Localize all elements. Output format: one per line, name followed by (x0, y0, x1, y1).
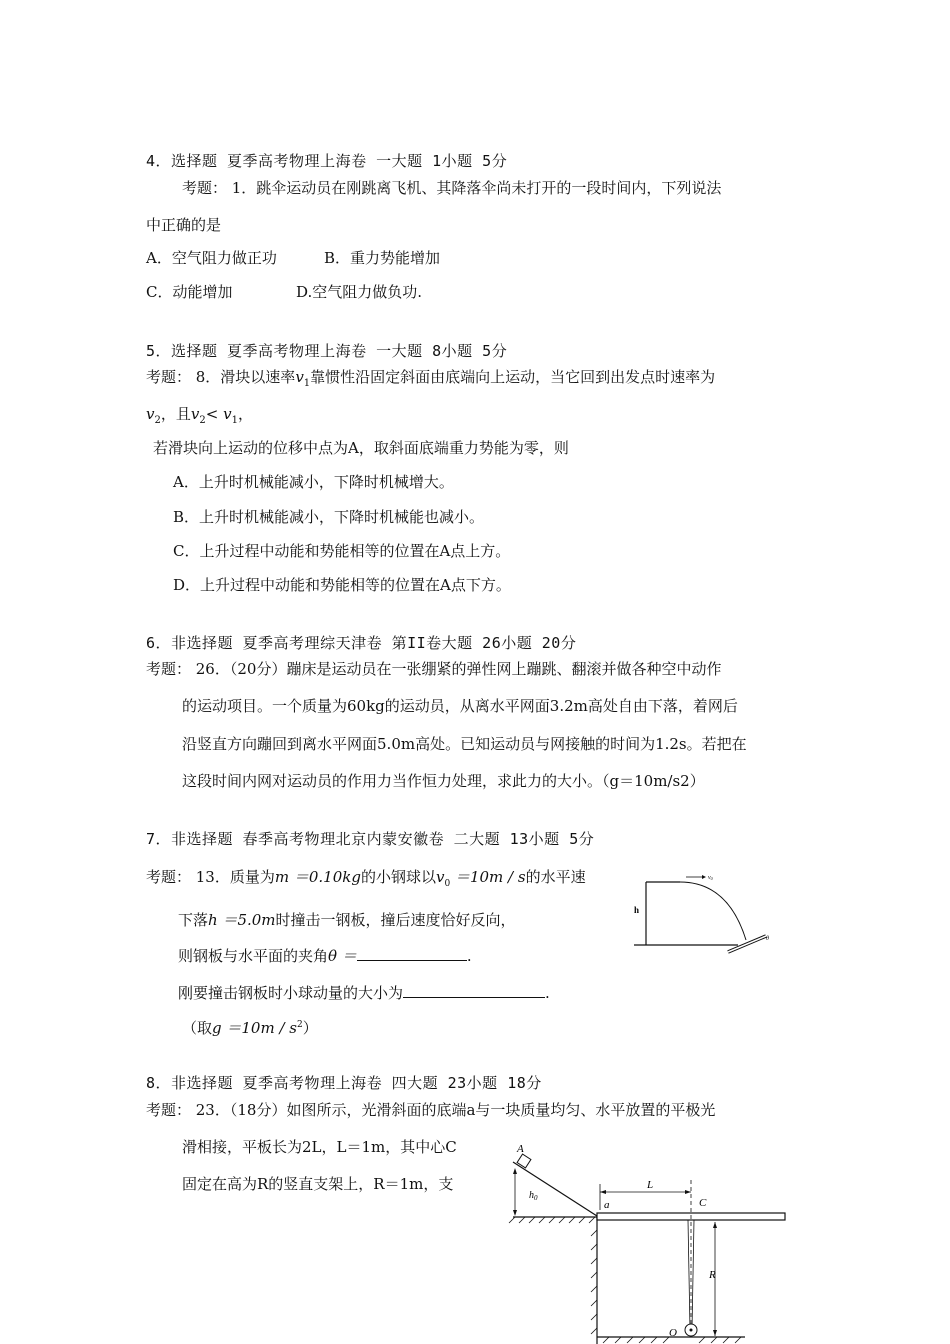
q6-header: 6．非选择题 夏季高考理综天津卷 第II卷大题 26小题 20分 (146, 634, 577, 652)
q8-fig-a-label: a (604, 1199, 610, 1211)
q7-v0-symbol: v (435, 868, 445, 886)
q7-line4 (178, 982, 550, 1003)
q7-line3-pre: 则钢板与水平面的夹角 (178, 947, 329, 965)
q8-fig-A-label: A (517, 1143, 524, 1155)
q8-line3: 固定在高为R的竖直支架上，R＝1m，支 (182, 1175, 454, 1193)
q7-line3-end: . (466, 947, 472, 965)
q7-g-superscript: 2 (296, 1020, 303, 1030)
q6-line1: 考题： 26．（20分）蹦床是运动员在一张绷紧的弹性网上蹦跳、翻滚并做各种空中动作 (146, 660, 722, 678)
q7-fig-theta-label: θ (766, 936, 769, 942)
q8-fig-h0-label: $h_0$ (529, 1190, 538, 1202)
q7-line5-post: ） (302, 1019, 318, 1037)
q5-v1-symbol: v (295, 368, 304, 386)
q7-height-expr: h ＝5.0m (208, 911, 276, 929)
q6-line2: 的运动项目。一个质量为60kg的运动员，从离水平网面3.2m高处自由下落，着网后 (182, 697, 738, 715)
q5-v1-subscript: 1 (303, 378, 311, 389)
q5-stem-line2 (146, 404, 253, 431)
q7-line3 (178, 945, 472, 966)
q7-fig-v0-label: v0 (708, 875, 713, 881)
q8-fig-C-label: C (699, 1197, 707, 1209)
q8-line1: 考题： 23．（18分）如图所示，光滑斜面的底端a与一块质量均匀、水平放置的平极光 (146, 1101, 716, 1119)
q7-line1-mid: 的小钢球以 (360, 868, 436, 886)
q7-answer-blank-theta[interactable] (357, 945, 467, 961)
q7-line1-post: 的水平速 (525, 868, 586, 886)
q7-theta-expr: θ ＝ (328, 947, 357, 965)
q7-line5-pre: （取 (182, 1019, 213, 1037)
q7-mass-expr: m ＝0.10kg (274, 868, 361, 886)
q5-v1b-symbol: v (223, 405, 232, 423)
q5-stem2-mid: ，且 (160, 405, 191, 423)
q7-line4-end: . (545, 984, 550, 1002)
q5-option-a: A．上升时机械能减小，下降时机械增大。 (173, 473, 454, 491)
q5-stem1-post: 靠惯性沿固定斜面由底端向上运动，当它回到出发点时速率为 (310, 368, 716, 386)
q5-v2-subscript: 2 (154, 415, 161, 426)
q6-line4: 这段时间内网对运动员的作用力当作恒力处理，求此力的大小。（g＝10m/s2） (182, 772, 705, 790)
q8-header: 8．非选择题 夏季高考物理上海卷 四大题 23小题 18分 (146, 1074, 542, 1092)
q7-line2-post: 时撞击一钢板，撞后速度恰好反向， (275, 911, 516, 929)
q5-v1b-subscript: 1 (231, 415, 238, 426)
q5-header: 5．选择题 夏季高考物理上海卷 一大题 8小题 5分 (146, 342, 508, 360)
q5-v2b-symbol: v (190, 405, 200, 423)
q4-option-b: B．重力势能增加 (324, 249, 441, 267)
q4-stem-line2: 中正确的是 (146, 216, 222, 234)
q8-fig-R-label: R (709, 1269, 716, 1281)
q7-line4-pre: 刚要撞击钢板时小球动量的大小为 (178, 984, 404, 1002)
q7-line1 (146, 867, 586, 894)
q7-v0-subscript: 0 (444, 879, 451, 889)
q5-stem-line1 (146, 367, 715, 394)
q7-v0-value: ＝10m / s (450, 868, 526, 886)
q4-option-c: C．动能增加 (146, 283, 233, 301)
q4-header: 4．选择题 夏季高考物理上海卷 一大题 1小题 5分 (146, 152, 508, 170)
q8-fig-O-label: O (669, 1327, 677, 1339)
q5-stem-line3: 若滑块向上运动的位移中点为A，取斜面底端重力势能为零，则 (153, 439, 569, 457)
q7-answer-blank-momentum[interactable] (403, 982, 545, 998)
q7-header: 7．非选择题 春季高考物理北京内蒙安徽卷 二大题 13小题 5分 (146, 830, 595, 848)
q7-line1-pre: 考题： 13．质量为 (146, 868, 275, 886)
q4-stem-line1: 考题： 1．跳伞运动员在刚跳离飞机、其降落伞尚未打开的一段时间内，下列说法 (182, 179, 722, 197)
q5-less-than: < (205, 405, 224, 423)
q8-line2: 滑相接，平板长为2L，L＝1m，其中心C (182, 1138, 457, 1156)
q7-fig-h-label: h (634, 905, 640, 915)
q8-figure (505, 1140, 795, 1344)
q7-line2 (178, 910, 516, 930)
q7-line2-pre: 下落 (178, 911, 209, 929)
q5-comma: ， (237, 405, 253, 423)
q5-option-b: B．上升时机械能减小，下降时机械能也减小。 (173, 508, 485, 526)
q7-g-expr: g ＝10m / s (212, 1019, 297, 1037)
q4-option-a: A．空气阻力做正功 (146, 249, 277, 267)
q7-figure (628, 870, 778, 960)
q5-option-c: C．上升过程中动能和势能相等的位置在A点上方。 (173, 542, 511, 560)
q7-line5 (182, 1015, 318, 1038)
q4-option-d: D.空气阻力做负功. (296, 283, 423, 301)
q8-fig-L-label: L (647, 1179, 654, 1191)
q5-v2-symbol: v (146, 405, 155, 423)
q5-v2b-subscript: 2 (199, 415, 206, 426)
q6-line3: 沿竖直方向蹦回到离水平网面5.0m高处。已知运动员与网接触的时间为1.2s。若把在 (182, 735, 747, 753)
q5-stem1-pre: 考题： 8．滑块以速率 (146, 368, 296, 386)
q5-option-d: D．上升过程中动能和势能相等的位置在A点下方。 (173, 576, 511, 594)
